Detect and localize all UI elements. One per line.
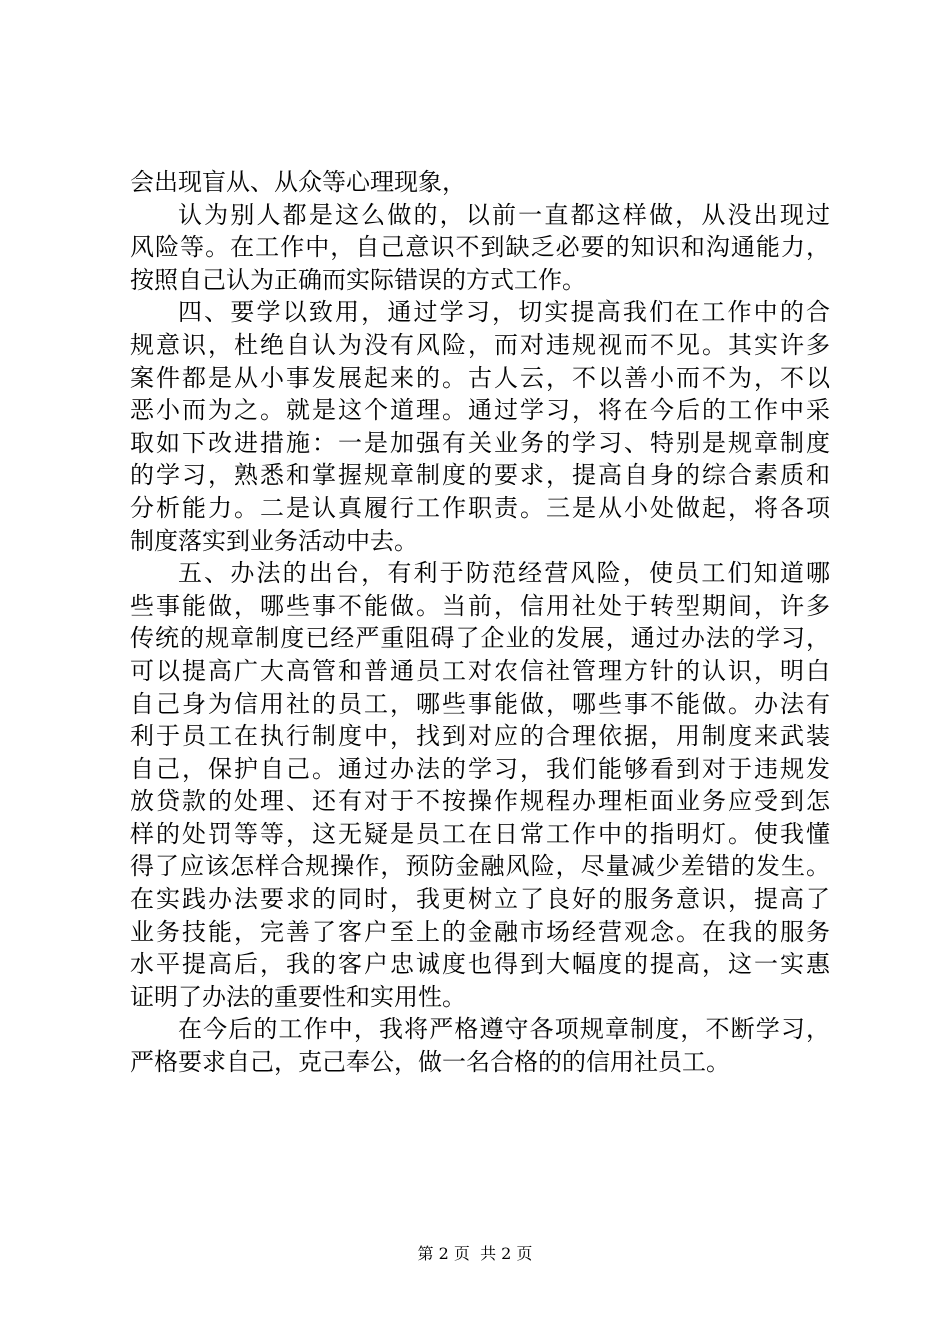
text-line: 样的处罚等等，这无疑是员工在日常工作中的指明灯。使我懂 bbox=[130, 819, 830, 848]
text-line: 证明了办法的重要性和实用性。 bbox=[130, 982, 466, 1011]
document-body bbox=[130, 166, 830, 1079]
text-line: 规意识，杜绝自认为没有风险，而对违规视而不见。其实许多 bbox=[130, 330, 830, 359]
text-line: 的学习，熟悉和掌握规章制度的要求，提高自身的综合素质和 bbox=[130, 461, 830, 490]
text-line: 些事能做，哪些事不能做。当前，信用社处于转型期间，许多 bbox=[130, 591, 830, 620]
page-number-footer: 第 2 页 共 2 页 bbox=[417, 1244, 533, 1263]
text-line: 自己身为信用社的员工，哪些事能做，哪些事不能做。办法有 bbox=[130, 689, 830, 718]
text-line: 制度落实到业务活动中去。 bbox=[130, 526, 418, 555]
text-line: 水平提高后，我的客户忠诚度也得到大幅度的提高，这一实惠 bbox=[130, 950, 830, 979]
text-line: 利于员工在执行制度中，找到对应的合理依据，用制度来武装 bbox=[130, 722, 830, 751]
paragraph-start-line: 四、要学以致用，通过学习，切实提高我们在工作中的合 bbox=[178, 298, 830, 327]
text-line: 取如下改进措施：一是加强有关业务的学习、特别是规章制度 bbox=[130, 428, 830, 457]
text-line: 业务技能，完善了客户至上的金融市场经营观念。在我的服务 bbox=[130, 917, 830, 946]
paragraph-start-line: 认为别人都是这么做的，以前一直都这样做，从没出现过 bbox=[178, 200, 830, 229]
text-line: 在实践办法要求的同时，我更树立了良好的服务意识，提高了 bbox=[130, 885, 830, 914]
text-line: 风险等。在工作中，自己意识不到缺乏必要的知识和沟通能力， bbox=[130, 233, 830, 262]
paragraph-start-line: 五、办法的出台，有利于防范经营风险，使员工们知道哪 bbox=[178, 559, 830, 588]
text-line: 分析能力。二是认真履行工作职责。三是从小处做起，将各项 bbox=[130, 493, 830, 522]
text-line: 会出现盲从、从众等心理现象， bbox=[130, 168, 466, 196]
text-line: 可以提高广大高管和普通员工对农信社管理方针的认识，明白 bbox=[130, 656, 830, 685]
text-line: 自己，保护自己。通过办法的学习，我们能够看到对于违规发 bbox=[130, 754, 830, 783]
paragraph-start-line: 在今后的工作中，我将严格遵守各项规章制度，不断学习， bbox=[178, 1015, 830, 1044]
text-line: 按照自己认为正确而实际错误的方式工作。 bbox=[130, 265, 586, 294]
text-line: 得了应该怎样合规操作，预防金融风险，尽量减少差错的发生。 bbox=[130, 852, 830, 881]
text-line: 放贷款的处理、还有对于不按操作规程办理柜面业务应受到怎 bbox=[130, 787, 830, 816]
text-line: 严格要求自己，克己奉公，做一名合格的的信用社员工。 bbox=[130, 1048, 730, 1077]
text-line: 案件都是从小事发展起来的。古人云，不以善小而不为，不以 bbox=[130, 363, 830, 392]
text-line: 传统的规章制度已经严重阻碍了企业的发展，通过办法的学习， bbox=[130, 624, 830, 653]
text-line: 恶小而为之。就是这个道理。通过学习，将在今后的工作中采 bbox=[130, 396, 830, 425]
